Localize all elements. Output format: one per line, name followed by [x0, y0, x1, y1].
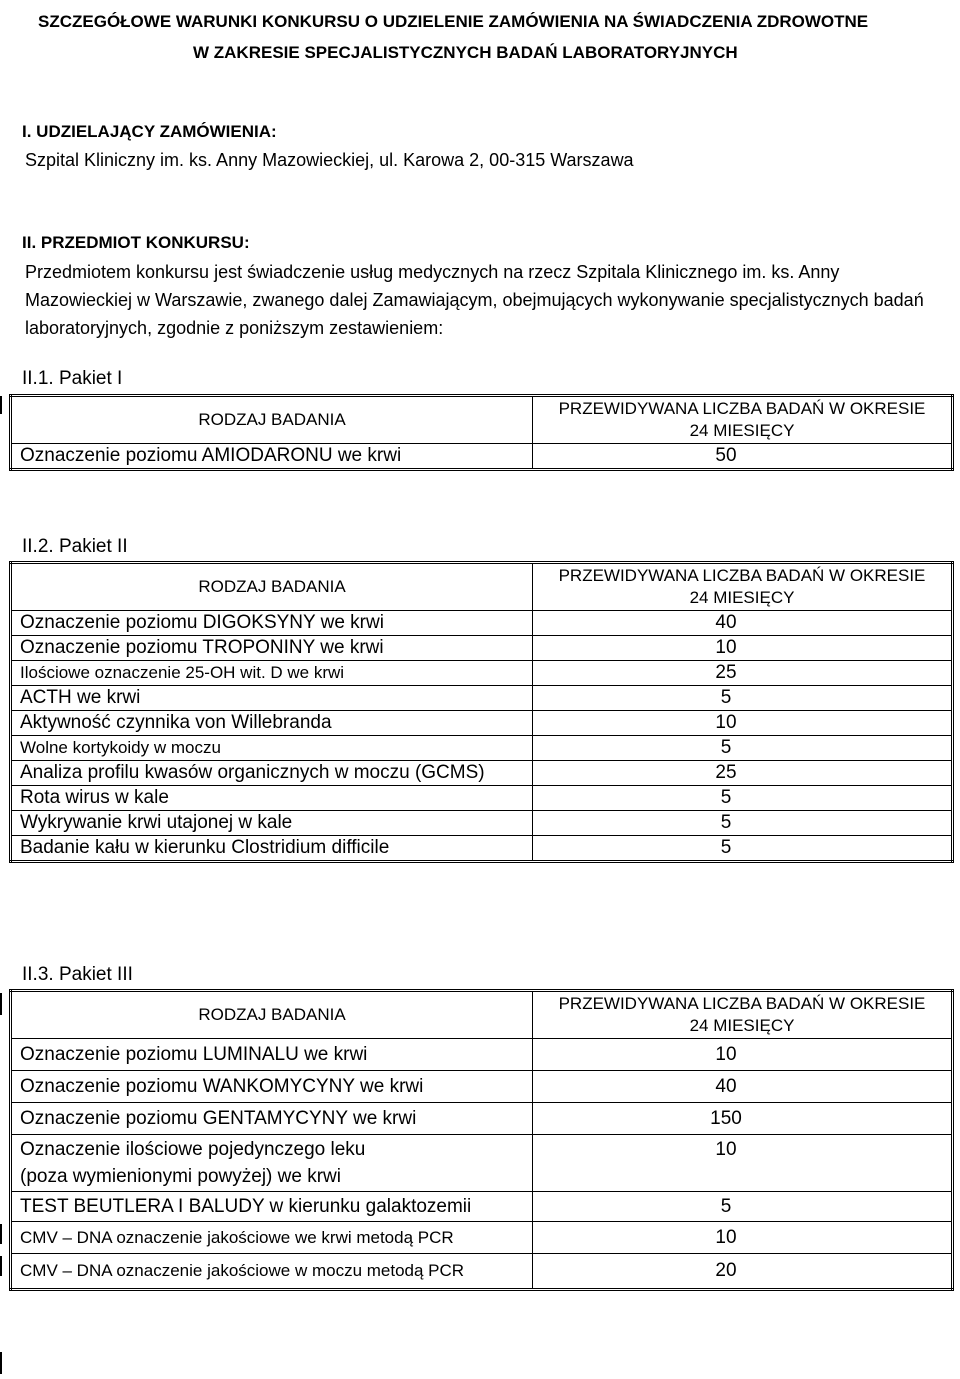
table-header-row	[11, 563, 953, 611]
header-count	[533, 563, 953, 611]
row-name: Badanie kału w kierunku Clostridium difficile	[11, 836, 533, 862]
table-row	[11, 1135, 953, 1192]
pakiet-1-title: II.1. Pakiet I	[22, 368, 123, 389]
row-count: 40	[533, 1071, 953, 1103]
row-count: 10	[533, 1222, 953, 1254]
table-row	[11, 1192, 953, 1222]
row-count: 25	[533, 761, 953, 786]
row-name: Oznaczenie poziomu DIGOKSYNY we krwi	[11, 611, 533, 636]
section-heading: II. PRZEDMIOT KONKURSU:	[22, 233, 250, 252]
row-count: 40	[533, 611, 953, 636]
margin-mark	[0, 1256, 2, 1276]
table-row	[11, 761, 953, 786]
header-count-line-1: PRZEWIDYWANA LICZBA BADAŃ W OKRESIE	[558, 566, 926, 585]
row-name: ACTH we krwi	[11, 686, 533, 711]
row-count: 10	[533, 711, 953, 736]
table-row	[11, 836, 953, 862]
header-count-line-2: 24 MIESIĘCY	[689, 588, 795, 607]
row-count: 5	[533, 836, 953, 862]
row-name: Wolne kortykoidy w moczu	[11, 736, 533, 761]
header-count	[533, 396, 953, 444]
row-count: 5	[533, 736, 953, 761]
table-header-row	[11, 396, 953, 444]
header-count-line-2: 24 MIESIĘCY	[689, 1016, 795, 1035]
row-name-line-2: (poza wymienionymi powyżej) we krwi	[20, 1166, 341, 1187]
row-count: 25	[533, 661, 953, 686]
table-row	[11, 711, 953, 736]
header-count	[533, 991, 953, 1039]
row-name: CMV – DNA oznaczenie jakościowe w moczu metodą PCR	[11, 1254, 533, 1290]
row-name: Oznaczenie poziomu LUMINALU we krwi	[11, 1039, 533, 1071]
section-text: Szpital Kliniczny im. ks. Anny Mazowieckiej, ul. Karowa 2, 00-315 Warszawa	[25, 150, 634, 170]
row-name: Ilościowe oznaczenie 25-OH wit. D we krwi	[11, 661, 533, 686]
title-line-2: W ZAKRESIE SPECJALISTYCZNYCH BADAŃ LABORATORYJNYCH	[193, 43, 738, 62]
margin-mark	[0, 993, 2, 1015]
row-name: Oznaczenie poziomu WANKOMYCYNY we krwi	[11, 1071, 533, 1103]
margin-mark	[0, 1224, 2, 1244]
row-count: 150	[533, 1103, 953, 1135]
margin-mark	[0, 396, 2, 414]
table-row	[11, 661, 953, 686]
pakiet-1-table	[9, 394, 954, 471]
margin-mark	[0, 1352, 2, 1374]
row-count: 5	[533, 686, 953, 711]
pakiet-3-title: II.3. Pakiet III	[22, 964, 133, 985]
row-name: Oznaczenie poziomu GENTAMYCYNY we krwi	[11, 1103, 533, 1135]
row-count: 5	[533, 786, 953, 811]
header-count-line-2: 24 MIESIĘCY	[689, 421, 795, 440]
table-row	[11, 636, 953, 661]
row-count: 20	[533, 1254, 953, 1290]
row-name: Oznaczenie poziomu TROPONINY we krwi	[11, 636, 533, 661]
table-row	[11, 1254, 953, 1290]
pakiet-2-title: II.2. Pakiet II	[22, 536, 128, 557]
row-name: Aktywność czynnika von Willebranda	[11, 711, 533, 736]
pakiet-2-table	[9, 561, 954, 863]
pakiet-3-table	[9, 989, 954, 1291]
table-row	[11, 1039, 953, 1071]
table-row	[11, 736, 953, 761]
section-text: Przedmiotem konkursu jest świadczenie usług medycznych na rzecz Szpitala Klinicznego im. ks. Anny Mazowieckiej w Warszawie, zwanego dalej Zamawiającym, obejmujących wykonywanie specjalistycznych badań laboratoryjnych, zgodnie z poniższym zestawieniem:	[25, 262, 924, 338]
row-count: 5	[533, 1192, 953, 1222]
table-row	[11, 811, 953, 836]
row-name-line-1: Oznaczenie ilościowe pojedynczego leku	[20, 1139, 366, 1160]
row-count: 10	[533, 636, 953, 661]
row-name: Analiza profilu kwasów organicznych w moczu (GCMS)	[11, 761, 533, 786]
section-subject	[22, 229, 942, 342]
row-name: TEST BEUTLERA I BALUDY w kierunku galaktozemii	[11, 1192, 533, 1222]
header-type: RODZAJ BADANIA	[11, 563, 533, 611]
row-count: 5	[533, 811, 953, 836]
title-line-1: SZCZEGÓŁOWE WARUNKI KONKURSU O UDZIELENIE ZAMÓWIENIA NA ŚWIADCZENIA ZDROWOTNE	[38, 12, 869, 31]
table-row	[11, 786, 953, 811]
table-row	[11, 1222, 953, 1254]
section-heading: I. UDZIELAJĄCY ZAMÓWIENIA:	[22, 122, 277, 141]
row-count: 50	[533, 444, 953, 470]
row-name: CMV – DNA oznaczenie jakościowe we krwi metodą PCR	[11, 1222, 533, 1254]
row-name	[11, 1135, 533, 1192]
table-row	[11, 1071, 953, 1103]
header-type: RODZAJ BADANIA	[11, 991, 533, 1039]
section-ordering-party	[22, 118, 942, 174]
table-row	[11, 444, 953, 470]
table-row	[11, 686, 953, 711]
row-name: Rota wirus w kale	[11, 786, 533, 811]
document-title	[38, 6, 948, 68]
table-row	[11, 1103, 953, 1135]
row-count: 10	[533, 1039, 953, 1071]
row-name: Wykrywanie krwi utajonej w kale	[11, 811, 533, 836]
row-count: 10	[533, 1135, 953, 1192]
header-count-line-1: PRZEWIDYWANA LICZBA BADAŃ W OKRESIE	[558, 994, 926, 1013]
header-count-line-1: PRZEWIDYWANA LICZBA BADAŃ W OKRESIE	[558, 399, 926, 418]
table-row	[11, 611, 953, 636]
row-name: Oznaczenie poziomu AMIODARONU we krwi	[11, 444, 533, 470]
table-header-row	[11, 991, 953, 1039]
header-type: RODZAJ BADANIA	[11, 396, 533, 444]
